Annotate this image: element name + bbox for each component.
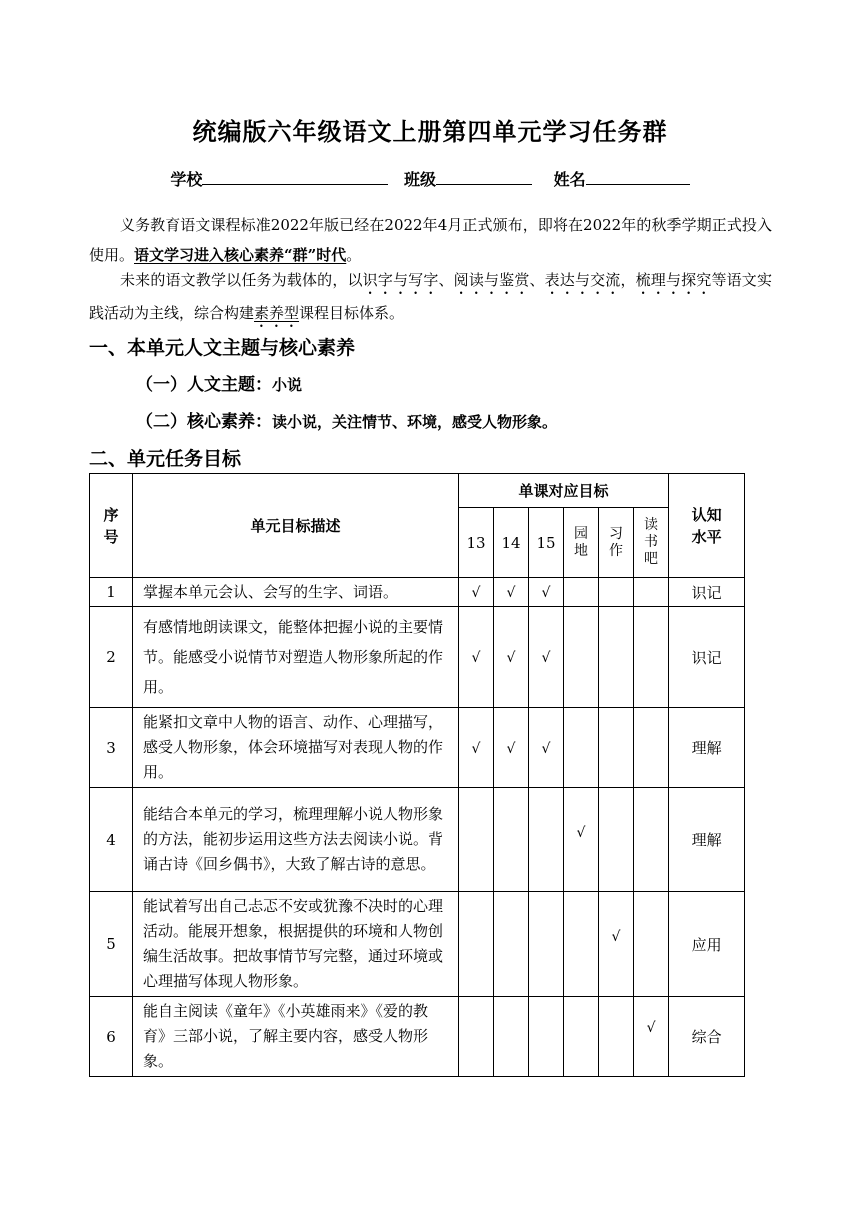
check-cell [529,578,564,607]
header-description: 单元目标描述 [133,474,459,578]
check-cell [564,708,599,788]
check-cell [599,578,634,607]
p1-bold-text: 语文学习进入核心素养“群”时代 [134,246,347,264]
p2-dotted-text: 识字与写字、阅读与鉴赏、表达与交流，梳理与探究 [362,271,712,289]
class-blank[interactable] [436,166,532,185]
name-label: 姓名 [553,170,586,189]
row-index: 6 [90,997,133,1077]
check-cell [529,788,564,892]
page-title: 统编版六年级语文上册第四单元学习任务群 [192,118,668,146]
p2-underlined-text: 素养型 [254,304,300,322]
check-cell [564,892,599,997]
check-cell [634,788,669,892]
lesson-header-1: 14 [494,508,529,578]
row-description: 有感情地朗读课文，能整体把握小说的主要情节。能感受小说情节对塑造人物形象所起的作用。 [133,607,459,708]
check-mark-icon: √ [611,929,621,945]
check-cell [494,578,529,607]
row-description: 能结合本单元的学习，梳理理解小说人物形象的方法，能初步运用这些方法去阅读小说。背诵古诗《回乡偶书》，大致了解古诗的意思。 [133,788,459,892]
header-lesson-goals: 单课对应目标 [459,474,669,508]
table-row [90,578,745,607]
row-index: 3 [90,708,133,788]
literacy-value: 读小说，关注情节、环境，感受人物形象。 [272,413,558,431]
header-index: 序号 [90,474,133,578]
name-blank[interactable] [586,166,690,185]
lesson-header-0: 13 [459,508,494,578]
check-mark-icon: √ [471,650,481,666]
student-info-line [0,166,860,190]
goals-table [89,473,745,1077]
check-mark-icon: √ [506,585,516,601]
check-cell [599,708,634,788]
check-cell [494,607,529,708]
check-cell [529,892,564,997]
check-cell [494,892,529,997]
p1-text: 义务教育语文课程标准2022年版已经在2022年4月正式颁布，即将在2022年的秋季学期正式投入使用。 [89,216,772,264]
check-cell [564,578,599,607]
check-mark-icon: √ [541,740,551,757]
theme-label: （一）人文主题： [136,375,272,395]
check-mark-icon: √ [576,824,586,841]
check-cell [459,708,494,788]
check-cell [529,607,564,708]
check-cell [459,997,494,1077]
table-row [90,997,745,1077]
row-level: 识记 [669,607,745,708]
check-cell [599,892,634,997]
check-cell [564,997,599,1077]
row-description: 能试着写出自己忐忑不安或犹豫不决时的心理活动。能展开想象，根据提供的环境和人物创编生活故事。把故事情节写完整，通过环境或心理描写体现人物形象。 [133,892,459,997]
check-mark-icon: √ [471,585,481,601]
p1-end: 。 [346,246,362,264]
row-index: 1 [90,578,133,607]
row-level: 应用 [669,892,745,997]
check-cell [599,788,634,892]
check-cell [634,708,669,788]
row-level: 综合 [669,997,745,1077]
check-cell [494,997,529,1077]
p2-text-a: 未来的语文教学以任务为载体的，以 [120,271,363,289]
table-row [90,708,745,788]
theme-value: 小说 [272,376,303,394]
check-cell [494,788,529,892]
row-description: 能紧扣文章中人物的语言、动作、心理描写，感受人物形象，体会环境描写对表现人物的作用。 [133,708,459,788]
check-cell [564,788,599,892]
row-level: 理解 [669,788,745,892]
literacy-line [136,407,557,432]
row-description: 掌握本单元会认、会写的生字、词语。 [133,578,459,607]
check-mark-icon: √ [646,1019,656,1036]
section-2-heading: 二、单元任务目标 [89,448,242,470]
check-cell [459,788,494,892]
check-cell [459,578,494,607]
check-cell [529,708,564,788]
intro-paragraph-2 [89,265,772,331]
check-mark-icon: √ [541,650,551,666]
check-cell [599,607,634,708]
row-level: 理解 [669,708,745,788]
check-cell [634,607,669,708]
lesson-header-5: 读书吧 [634,508,669,578]
school-blank[interactable] [202,166,388,185]
row-level: 识记 [669,578,745,607]
row-index: 5 [90,892,133,997]
p2-text-b: 等语文实践活动为主线，综合构建 [89,271,772,322]
class-label: 班级 [403,170,436,189]
p2-text-c: 课程目标体系。 [299,304,405,322]
check-mark-icon: √ [541,585,551,601]
check-cell [459,607,494,708]
theme-line [136,370,302,395]
check-cell [564,607,599,708]
check-cell [634,892,669,997]
check-cell [529,997,564,1077]
row-description: 能自主阅读《童年》《小英雄雨来》《爱的教育》三部小说，了解主要内容，感受人物形象。 [133,997,459,1077]
literacy-label: （二）核心素养： [136,412,272,432]
check-mark-icon: √ [471,740,481,757]
header-level: 认知水平 [669,474,745,578]
check-mark-icon: √ [506,650,516,666]
check-cell [494,708,529,788]
lesson-header-2: 15 [529,508,564,578]
row-index: 2 [90,607,133,708]
row-index: 4 [90,788,133,892]
check-cell [634,997,669,1077]
table-row [90,607,745,708]
goals-table-body [90,578,745,1077]
section-1-heading: 一、本单元人文主题与核心素养 [89,337,356,359]
check-cell [599,997,634,1077]
lesson-header-3: 园地 [564,508,599,578]
table-row [90,892,745,997]
check-cell [634,578,669,607]
table-row [90,788,745,892]
intro-paragraph-1 [89,210,772,270]
check-cell [459,892,494,997]
check-mark-icon: √ [506,740,516,757]
lesson-header-4: 习作 [599,508,634,578]
school-label: 学校 [170,170,203,189]
